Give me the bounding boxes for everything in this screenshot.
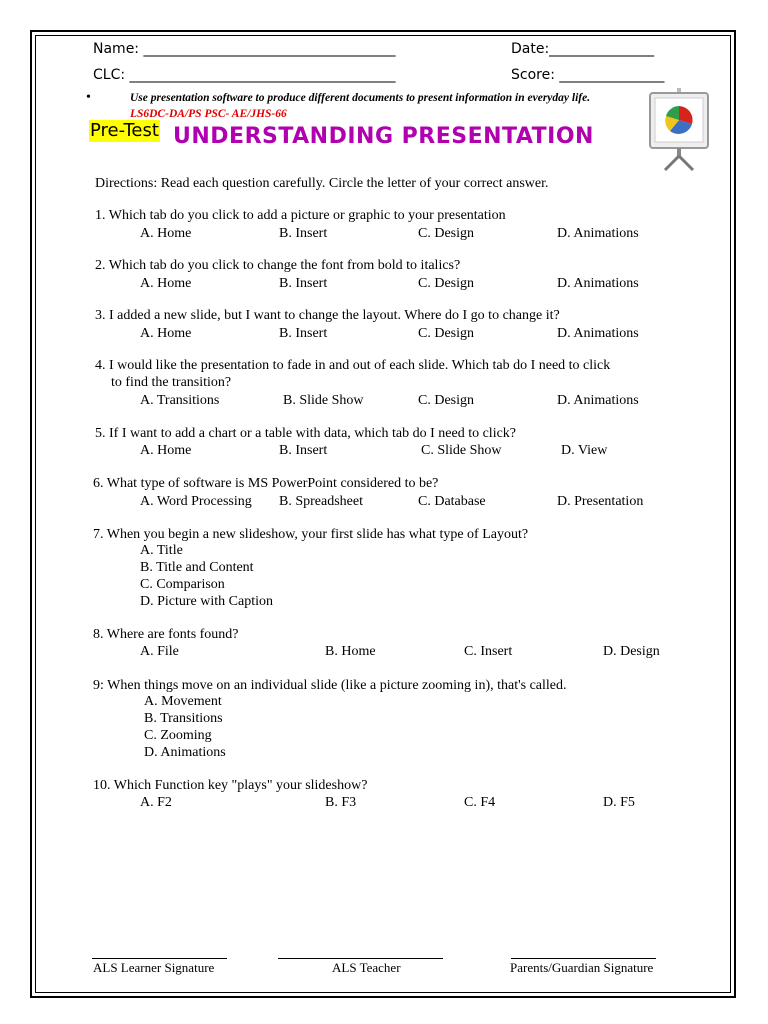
question-text: 2. Which tab do you click to change the font from bold to italics? [95, 258, 461, 273]
answer-choice[interactable]: A. File [140, 644, 179, 659]
answer-choice[interactable]: A. Title [140, 543, 183, 558]
answer-choice[interactable]: B. Insert [279, 326, 328, 341]
answer-choice[interactable]: C. Slide Show [421, 443, 502, 458]
answer-choice[interactable]: A. Home [140, 443, 192, 458]
question-text: 1. Which tab do you click to add a picture or graphic to your presentation [95, 208, 506, 223]
signature-label-learner: ALS Learner Signature [93, 960, 215, 975]
answer-choice[interactable]: C. Comparison [140, 577, 225, 592]
signature-label-guardian: Parents/Guardian Signature [510, 960, 654, 975]
answer-choice[interactable]: C. Design [418, 276, 474, 291]
question-text: 6. What type of software is MS PowerPoint considered to be? [93, 476, 439, 491]
question-text: 5. If I want to add a chart or a table with data, which tab do I need to click? [95, 426, 517, 441]
competency-code: LS6DC-DA/PS PSC- AE/JHS-66 [130, 108, 287, 120]
answer-choice[interactable]: B. Transitions [144, 711, 223, 726]
clc-field[interactable]: CLC: ______________________________________ [93, 67, 396, 83]
score-field[interactable]: Score: _______________ [511, 67, 665, 83]
answer-choice[interactable]: C. Database [418, 494, 486, 509]
objective-bullet: • [86, 90, 91, 105]
answer-choice[interactable]: C. F4 [464, 795, 496, 810]
answer-choice[interactable]: A. Home [140, 276, 192, 291]
question-text: 7. When you begin a new slideshow, your first slide has what type of Layout? [93, 527, 529, 542]
question-text-continued: to find the transition? [111, 375, 232, 390]
question-text: 4. I would like the presentation to fade in and out of each slide. Which tab do I need to click [95, 358, 611, 373]
answer-choice[interactable]: A. Word Processing [140, 494, 252, 509]
answer-choice[interactable]: A. Transitions [140, 393, 220, 408]
signature-line-teacher [278, 958, 443, 959]
answer-choice[interactable]: A. Home [140, 326, 192, 341]
directions: Directions: Read each question carefully. Circle the letter of your correct answer. [95, 176, 549, 191]
answer-choice[interactable]: B. Spreadsheet [279, 494, 363, 509]
answer-choice[interactable]: A. Home [140, 226, 192, 241]
presentation-board-pie-chart-icon [648, 86, 710, 172]
answer-choice[interactable]: D. Animations [557, 276, 639, 291]
page-title: UNDERSTANDING PRESENTATION [173, 124, 594, 149]
answer-choice[interactable]: D. Animations [144, 745, 226, 760]
answer-choice[interactable]: C. Design [418, 393, 474, 408]
answer-choice[interactable]: C. Insert [464, 644, 513, 659]
question-text: 9: When things move on an individual slide (like a picture zooming in), that's called. [93, 678, 567, 693]
answer-choice[interactable]: D. View [561, 443, 608, 458]
answer-choice[interactable]: B. Home [325, 644, 376, 659]
answer-choice[interactable]: D. Animations [557, 226, 639, 241]
answer-choice[interactable]: C. Design [418, 226, 474, 241]
answer-choice[interactable]: B. Slide Show [283, 393, 364, 408]
answer-choice[interactable]: B. F3 [325, 795, 357, 810]
answer-choice[interactable]: D. Animations [557, 393, 639, 408]
signature-label-teacher: ALS Teacher [332, 960, 401, 975]
pre-test-badge: Pre-Test [90, 120, 159, 141]
answer-choice[interactable]: B. Insert [279, 276, 328, 291]
objective-text: Use presentation software to produce different documents to present information in everyday life. [130, 92, 591, 104]
question-text: 10. Which Function key "plays" your slideshow? [93, 778, 368, 793]
answer-choice[interactable]: C. Design [418, 326, 474, 341]
name-field[interactable]: Name: ____________________________________ [93, 41, 396, 57]
answer-choice[interactable]: D. Design [603, 644, 660, 659]
date-field[interactable]: Date:_______________ [511, 41, 655, 57]
answer-choice[interactable]: B. Insert [279, 443, 328, 458]
answer-choice[interactable]: A. Movement [144, 694, 222, 709]
question-text: 8. Where are fonts found? [93, 627, 239, 642]
signature-line-learner [92, 958, 227, 959]
question-text: 3. I added a new slide, but I want to change the layout. Where do I go to change it? [95, 308, 560, 323]
answer-choice[interactable]: D. Animations [557, 326, 639, 341]
answer-choice[interactable]: B. Insert [279, 226, 328, 241]
answer-choice[interactable]: D. Presentation [557, 494, 644, 509]
answer-choice[interactable]: C. Zooming [144, 728, 212, 743]
answer-choice[interactable]: D. Picture with Caption [140, 594, 273, 609]
answer-choice[interactable]: B. Title and Content [140, 560, 254, 575]
signature-line-guardian [511, 958, 656, 959]
answer-choice[interactable]: D. F5 [603, 795, 635, 810]
answer-choice[interactable]: A. F2 [140, 795, 172, 810]
